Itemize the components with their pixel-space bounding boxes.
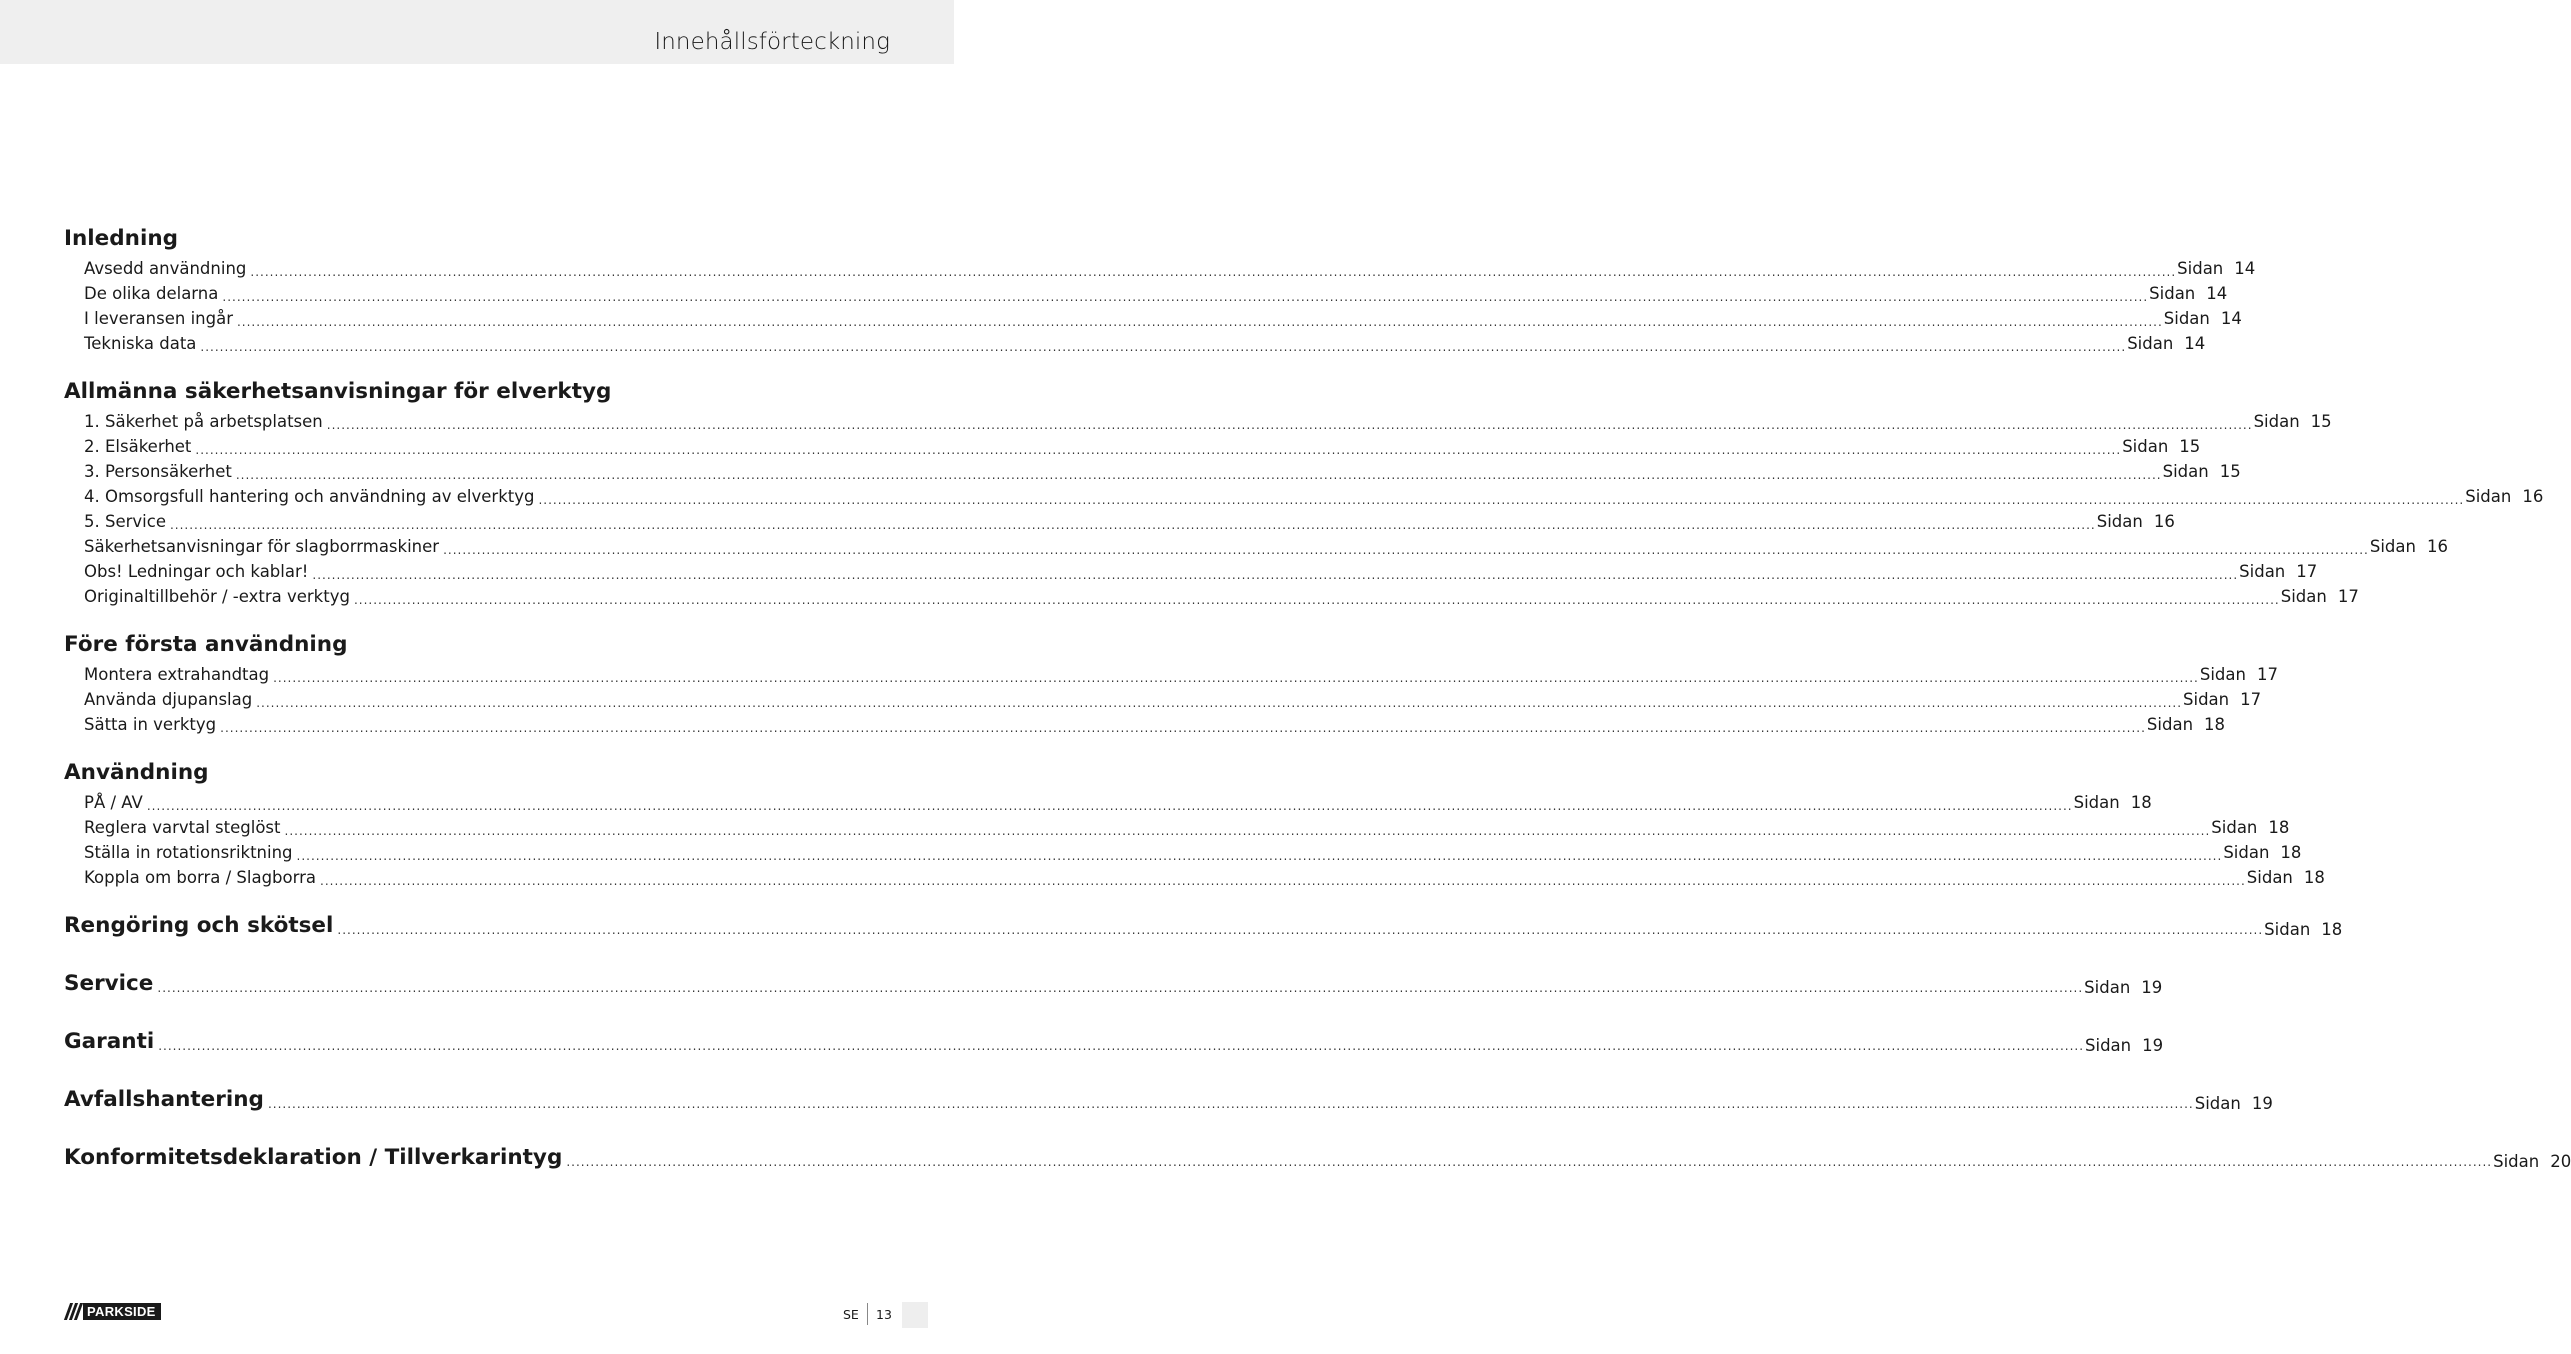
toc-entry-label: 2. Elsäkerhet bbox=[84, 437, 192, 456]
page-word: Sidan bbox=[2246, 868, 2293, 887]
toc-top-level-entry bbox=[64, 969, 2163, 999]
section-heading: Inledning bbox=[64, 226, 179, 251]
dot-leader: ................................................................................................................................................................................................................................................................................................................................................................................................................ bbox=[195, 443, 2122, 457]
page-word: Sidan bbox=[2122, 437, 2169, 456]
page-reference bbox=[2183, 690, 2261, 710]
page-number: 17 bbox=[2337, 587, 2359, 606]
page-word: Sidan bbox=[2369, 537, 2416, 556]
dot-leader: ................................................................................................................................................................................................................................................................................................................................................................................................................ bbox=[284, 824, 2211, 838]
page-word: Sidan bbox=[2084, 978, 2131, 997]
page-number: 16 bbox=[2426, 537, 2448, 556]
dot-leader: ................................................................................................................................................................................................................................................................................................................................................................................................................ bbox=[250, 265, 2177, 279]
toc-section-row[interactable] bbox=[64, 911, 2343, 941]
toc-entry[interactable] bbox=[64, 482, 2544, 507]
page-number: 15 bbox=[2310, 412, 2332, 431]
toc-entry[interactable] bbox=[64, 432, 2201, 457]
page-word: Sidan bbox=[2162, 462, 2209, 481]
page-number: 19 bbox=[2141, 978, 2163, 997]
toc-top-level-entry bbox=[64, 1143, 2571, 1173]
toc-entry-label: 1. Säkerhet på arbetsplatsen bbox=[84, 412, 323, 431]
toc-entry-label: PÅ / AV bbox=[84, 793, 143, 812]
toc-entry-label: Avsedd användning bbox=[84, 259, 247, 278]
page-reference bbox=[2247, 868, 2325, 888]
header-bar bbox=[0, 0, 954, 64]
page-reference bbox=[2147, 715, 2225, 735]
page-number-footer: 13 bbox=[876, 1307, 892, 1322]
toc-entry[interactable] bbox=[64, 685, 2262, 710]
page-word: Sidan bbox=[2149, 284, 2196, 303]
dot-leader: ................................................................................................................................................................................................................................................................................................................................................................................................................ bbox=[169, 518, 2096, 532]
page-word: Sidan bbox=[2493, 1152, 2540, 1171]
page-reference bbox=[2074, 793, 2152, 813]
dot-leader: ................................................................................................................................................................................................................................................................................................................................................................................................................ bbox=[236, 315, 2163, 329]
page-number: 14 bbox=[2234, 259, 2256, 278]
page-number: 17 bbox=[2296, 562, 2318, 581]
toc-section bbox=[64, 630, 2278, 735]
toc-section bbox=[64, 224, 2256, 354]
page-number: 20 bbox=[2550, 1152, 2571, 1171]
toc-entry[interactable] bbox=[64, 813, 2290, 838]
page-number: 18 bbox=[2321, 920, 2343, 939]
page-reference bbox=[2164, 309, 2242, 329]
page-reference bbox=[2122, 437, 2200, 457]
page-word: Sidan bbox=[2199, 665, 2246, 684]
page-reference bbox=[2281, 587, 2359, 607]
toc-entry[interactable] bbox=[64, 788, 2152, 813]
toc-entry[interactable] bbox=[64, 710, 2226, 735]
toc-entry-label: Originaltillbehör / -extra verktyg bbox=[84, 587, 350, 606]
toc-entry[interactable] bbox=[64, 329, 2206, 354]
page-reference bbox=[2163, 462, 2241, 482]
page-reference bbox=[2127, 334, 2205, 354]
page-number: 17 bbox=[2256, 665, 2278, 684]
page-reference bbox=[2223, 843, 2301, 863]
page-reference bbox=[2465, 487, 2543, 507]
page-number: 19 bbox=[2142, 1036, 2164, 1055]
section-heading: Garanti bbox=[64, 1029, 155, 1054]
page-number: 18 bbox=[2130, 793, 2152, 812]
toc-entry[interactable] bbox=[64, 407, 2332, 432]
page-reference bbox=[2084, 978, 2162, 999]
page-reference bbox=[2085, 1036, 2163, 1057]
toc-entry[interactable] bbox=[64, 507, 2175, 532]
toc-entry[interactable] bbox=[64, 457, 2241, 482]
toc-entry-label: Koppla om borra / Slagborra bbox=[84, 868, 316, 887]
page-reference bbox=[2177, 259, 2255, 279]
toc-entry-label: 3. Personsäkerhet bbox=[84, 462, 232, 481]
page-number: 18 bbox=[2268, 818, 2290, 837]
toc-entry-label: Obs! Ledningar och kablar! bbox=[84, 562, 309, 581]
page-reference bbox=[2200, 665, 2278, 685]
page-word: Sidan bbox=[2096, 512, 2143, 531]
dot-leader: ................................................................................................................................................................................................................................................................................................................................................................................................................ bbox=[337, 923, 2264, 937]
toc-entry[interactable] bbox=[64, 304, 2242, 329]
page-number: 15 bbox=[2179, 437, 2201, 456]
page-number: 18 bbox=[2204, 715, 2226, 734]
toc-top-level-entry bbox=[64, 1085, 2273, 1115]
page-word: Sidan bbox=[2253, 412, 2300, 431]
dot-leader: ................................................................................................................................................................................................................................................................................................................................................................................................................ bbox=[326, 418, 2253, 432]
page-number: 19 bbox=[2251, 1094, 2273, 1113]
section-heading: Före första användning bbox=[64, 632, 348, 657]
toc-section bbox=[64, 758, 2325, 888]
page-word: Sidan bbox=[2264, 920, 2311, 939]
page-word: Sidan bbox=[2465, 487, 2512, 506]
toc-entry-label: Ställa in rotationsriktning bbox=[84, 843, 293, 862]
section-heading: Rengöring och skötsel bbox=[64, 913, 334, 938]
language-code: SE bbox=[843, 1307, 859, 1322]
logo-stripes-icon bbox=[65, 1303, 83, 1320]
toc-entry[interactable] bbox=[64, 838, 2302, 863]
section-heading: Användning bbox=[64, 760, 209, 785]
dot-leader: ................................................................................................................................................................................................................................................................................................................................................................................................................ bbox=[158, 1039, 2085, 1053]
page-word: Sidan bbox=[2280, 587, 2327, 606]
dot-leader: ................................................................................................................................................................................................................................................................................................................................................................................................................ bbox=[296, 849, 2223, 863]
page-word: Sidan bbox=[2073, 793, 2120, 812]
page-reference bbox=[2149, 284, 2227, 304]
page-number: 18 bbox=[2280, 843, 2302, 862]
page-number: 15 bbox=[2219, 462, 2241, 481]
toc-entry-label: I leveransen ingår bbox=[84, 309, 233, 328]
dot-leader: ................................................................................................................................................................................................................................................................................................................................................................................................................ bbox=[256, 696, 2183, 710]
toc-entry[interactable] bbox=[64, 660, 2278, 685]
page-word: Sidan bbox=[2163, 309, 2210, 328]
page-word: Sidan bbox=[2146, 715, 2194, 734]
dot-leader: ................................................................................................................................................................................................................................................................................................................................................................................................................ bbox=[267, 1097, 2194, 1111]
page-word: Sidan bbox=[2127, 334, 2174, 353]
page-word: Sidan bbox=[2183, 690, 2230, 709]
toc-entry-label: Reglera varvtal steglöst bbox=[84, 818, 281, 837]
toc-section-row[interactable] bbox=[64, 1085, 2273, 1115]
page-reference bbox=[2264, 920, 2342, 941]
page-number: 14 bbox=[2184, 334, 2206, 353]
page-title: Innehållsförteckning bbox=[654, 29, 890, 55]
page-reference bbox=[2370, 537, 2448, 557]
dot-leader: ................................................................................................................................................................................................................................................................................................................................................................................................................ bbox=[200, 340, 2127, 354]
toc-entry[interactable] bbox=[64, 582, 2359, 607]
dot-leader: ................................................................................................................................................................................................................................................................................................................................................................................................................ bbox=[220, 721, 2146, 735]
page-reference bbox=[2239, 562, 2317, 582]
section-heading: Allmänna säkerhetsanvisningar för elverktyg bbox=[64, 379, 612, 404]
page-reference bbox=[2211, 818, 2289, 838]
section-heading: Avfallshantering bbox=[64, 1087, 264, 1112]
toc-entry[interactable] bbox=[64, 532, 2448, 557]
table-of-contents bbox=[64, 224, 2571, 1201]
toc-entry[interactable] bbox=[64, 557, 2318, 582]
brand-name: PARKSIDE bbox=[83, 1303, 161, 1320]
toc-entry-label: Tekniska data bbox=[84, 334, 197, 353]
section-heading: Service bbox=[64, 971, 154, 996]
page-word: Sidan bbox=[2177, 259, 2224, 278]
page-word: Sidan bbox=[2239, 562, 2286, 581]
page-word: Sidan bbox=[2085, 1036, 2132, 1055]
dot-leader: ................................................................................................................................................................................................................................................................................................................................................................................................................ bbox=[273, 671, 2199, 685]
toc-entry-label: Montera extrahandtag bbox=[84, 665, 270, 684]
dot-leader: ................................................................................................................................................................................................................................................................................................................................................................................................................ bbox=[312, 568, 2239, 582]
dot-leader: ................................................................................................................................................................................................................................................................................................................................................................................................................ bbox=[353, 593, 2280, 607]
toc-entry-label: De olika delarna bbox=[84, 284, 219, 303]
toc-entry-label: 4. Omsorgsfull hantering och användning av elverktyg bbox=[84, 487, 535, 506]
page-reference bbox=[2195, 1094, 2273, 1115]
footer-divider bbox=[867, 1303, 868, 1325]
toc-entry[interactable] bbox=[64, 279, 2228, 304]
toc-entry-label: 5. Service bbox=[84, 512, 166, 531]
page-word: Sidan bbox=[2194, 1094, 2241, 1113]
page-word: Sidan bbox=[2211, 818, 2258, 837]
section-heading: Konformitetsdeklaration / Tillverkarintyg bbox=[64, 1145, 563, 1170]
dot-leader: ................................................................................................................................................................................................................................................................................................................................................................................................................ bbox=[157, 981, 2084, 995]
page-reference bbox=[2254, 412, 2332, 432]
dot-leader: ................................................................................................................................................................................................................................................................................................................................................................................................................ bbox=[566, 1155, 2493, 1169]
page-tab-marker bbox=[902, 1302, 928, 1328]
toc-section-row[interactable] bbox=[64, 1027, 2164, 1057]
page-number: 18 bbox=[2303, 868, 2325, 887]
dot-leader: ................................................................................................................................................................................................................................................................................................................................................................................................................ bbox=[146, 799, 2073, 813]
toc-entry-label: Använda djupanslag bbox=[84, 690, 253, 709]
page-reference bbox=[2097, 512, 2175, 532]
brand-logo bbox=[65, 1303, 161, 1320]
toc-entry[interactable] bbox=[64, 863, 2325, 888]
page-number: 17 bbox=[2240, 690, 2262, 709]
toc-entry-label: Sätta in verktyg bbox=[84, 715, 217, 734]
page-number: 14 bbox=[2220, 309, 2242, 328]
dot-leader: ................................................................................................................................................................................................................................................................................................................................................................................................................ bbox=[222, 290, 2149, 304]
toc-section-row[interactable] bbox=[64, 969, 2163, 999]
dot-leader: ................................................................................................................................................................................................................................................................................................................................................................................................................ bbox=[235, 468, 2162, 482]
dot-leader: ................................................................................................................................................................................................................................................................................................................................................................................................................ bbox=[443, 543, 2369, 557]
toc-top-level-entry bbox=[64, 911, 2343, 941]
page-reference bbox=[2493, 1152, 2571, 1173]
toc-section-row[interactable] bbox=[64, 1143, 2571, 1173]
page-number: 14 bbox=[2206, 284, 2228, 303]
dot-leader: ................................................................................................................................................................................................................................................................................................................................................................................................................ bbox=[538, 493, 2465, 507]
toc-section bbox=[64, 377, 2544, 607]
page-number: 16 bbox=[2153, 512, 2175, 531]
dot-leader: ................................................................................................................................................................................................................................................................................................................................................................................................................ bbox=[320, 874, 2246, 888]
toc-top-level-entry bbox=[64, 1027, 2164, 1057]
toc-entry[interactable] bbox=[64, 254, 2256, 279]
toc-entry-label: Säkerhetsanvisningar för slagborrmaskiner bbox=[84, 537, 440, 556]
page-number: 16 bbox=[2522, 487, 2544, 506]
page-word: Sidan bbox=[2223, 843, 2270, 862]
